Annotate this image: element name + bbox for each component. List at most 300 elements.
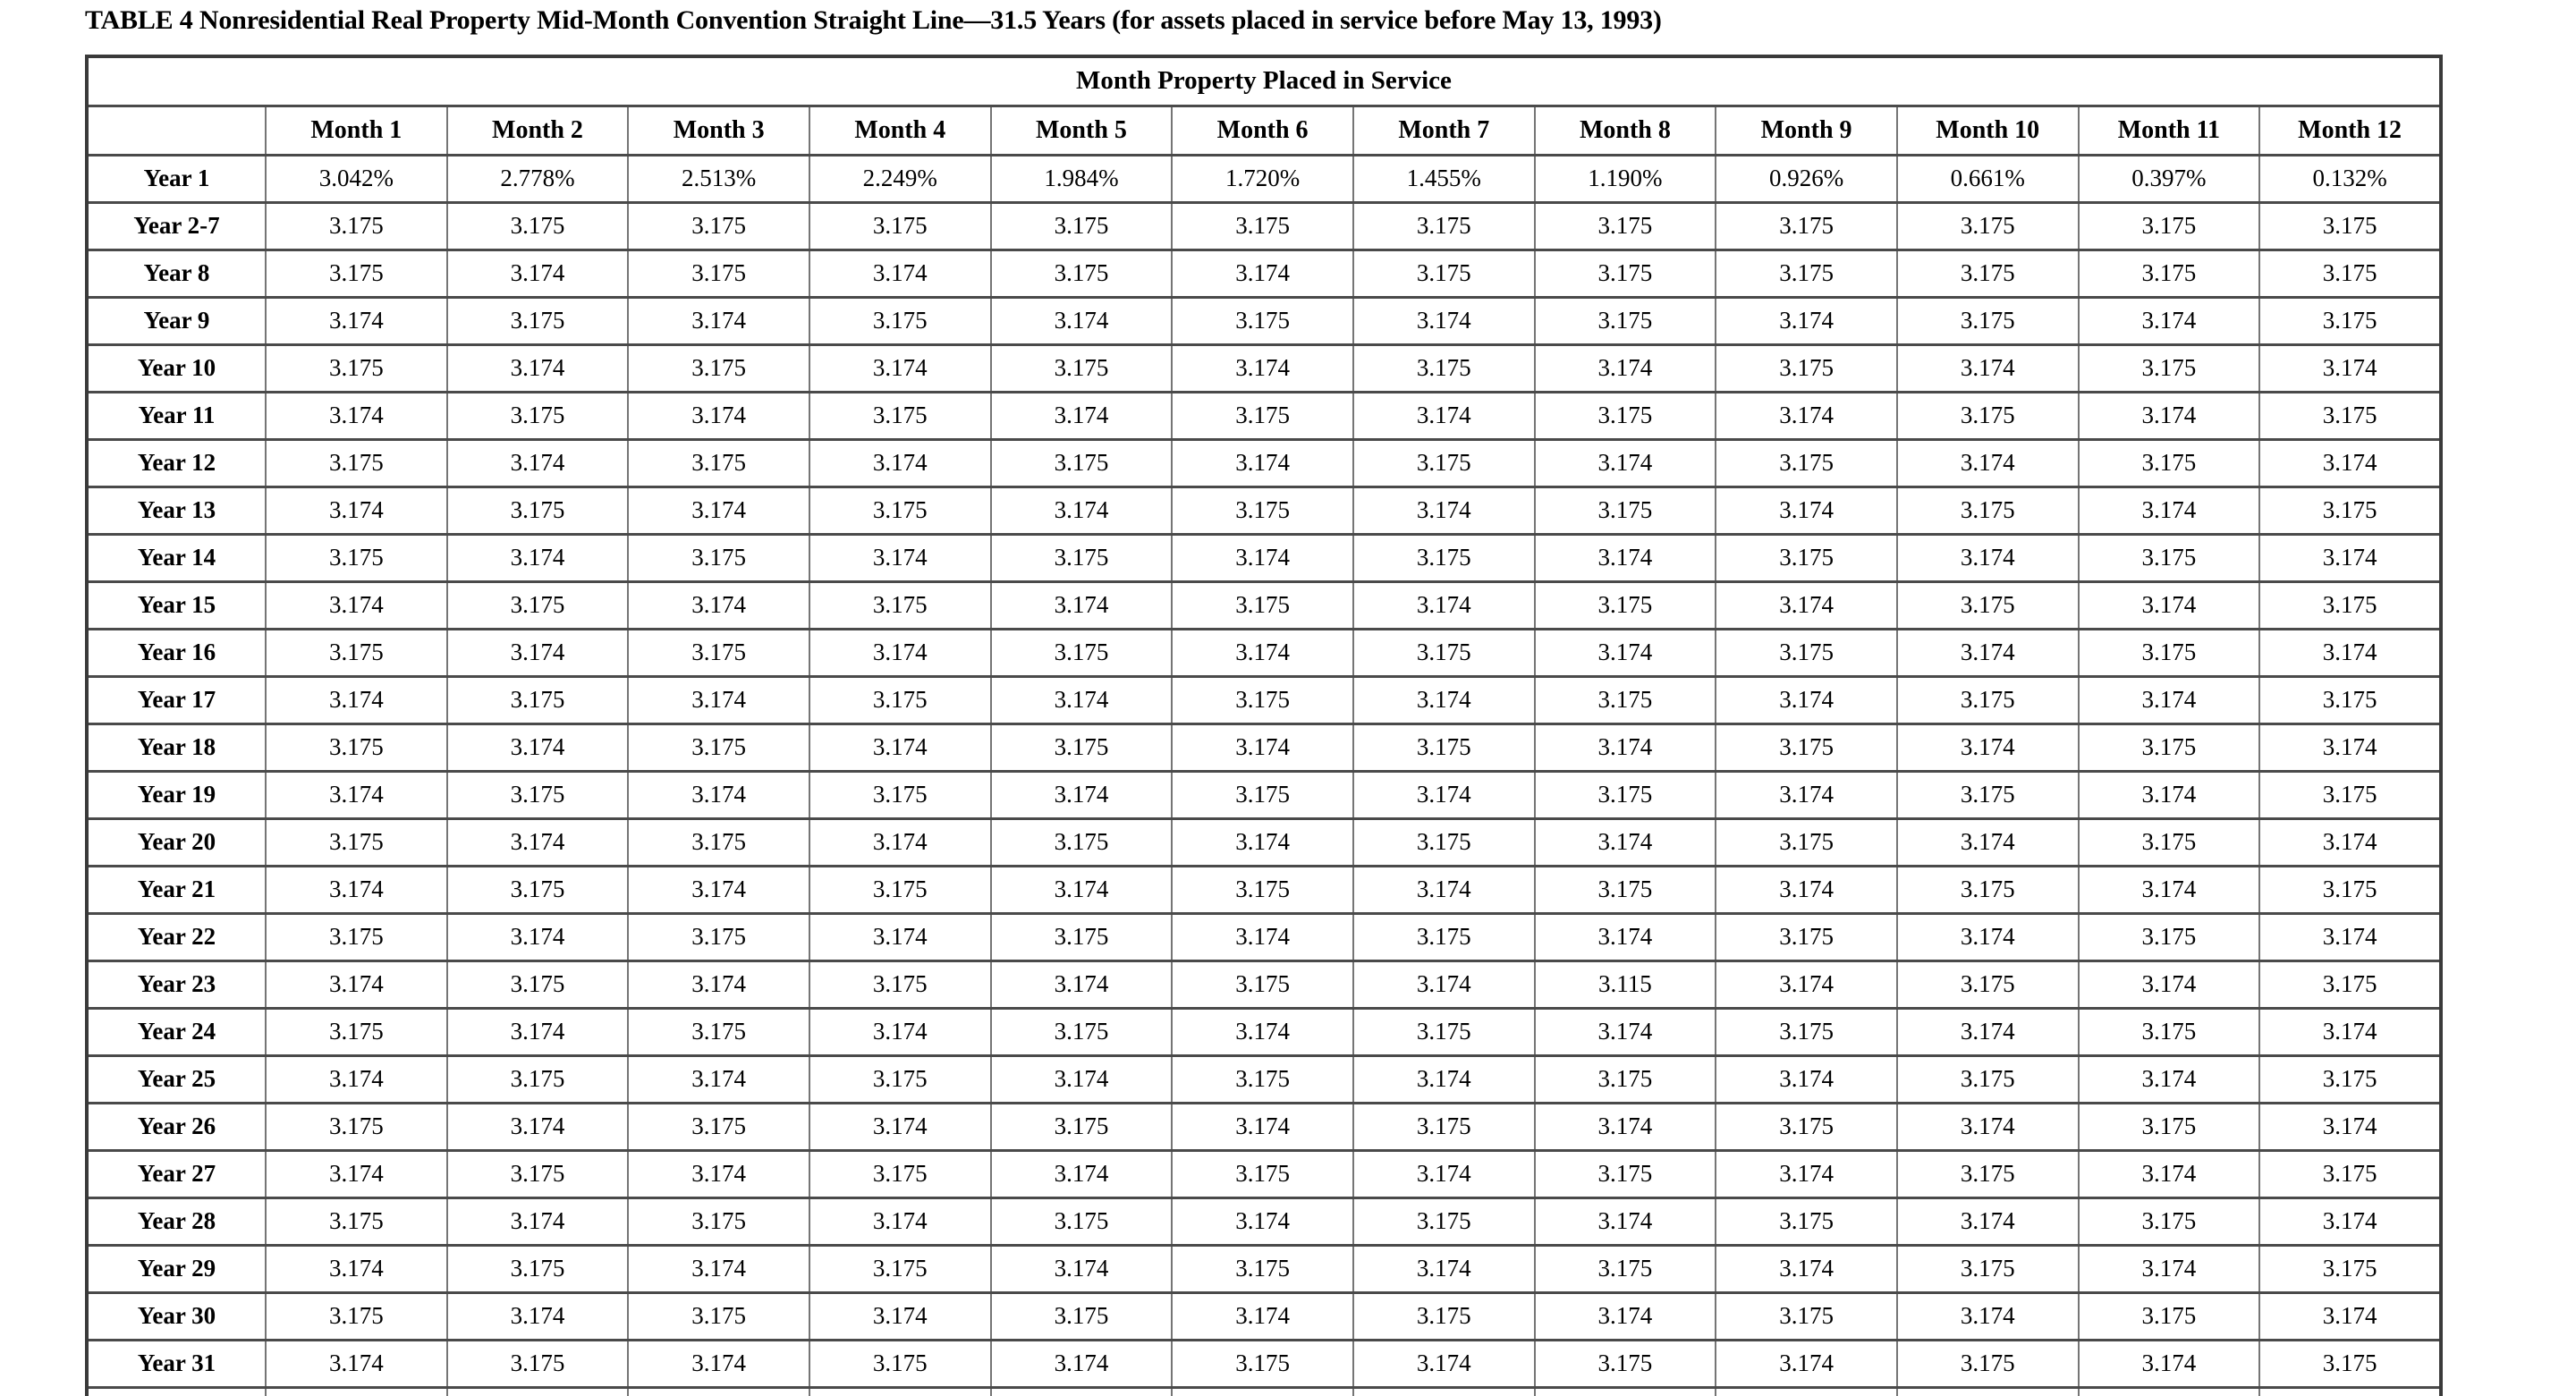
cell-value: 3.174 <box>447 1103 629 1150</box>
table-row <box>87 534 2441 581</box>
cell-value: 3.174 <box>991 297 1173 344</box>
cell-value: 3.175 <box>1353 818 1535 866</box>
cell-value: 3.175 <box>1716 1292 1897 1340</box>
column-header-month-12: Month 12 <box>2259 106 2441 155</box>
cell-value: 3.175 <box>991 1103 1173 1150</box>
cell-value: 3.174 <box>2079 581 2260 629</box>
cell-value: 3.174 <box>1535 1103 1716 1150</box>
cell-value: 3.175 <box>447 486 629 534</box>
cell-value: 3.175 <box>1897 960 2079 1008</box>
row-label: Year 2-7 <box>87 202 266 250</box>
cell-value: 3.175 <box>628 1008 809 1055</box>
cell-value: 3.174 <box>991 1245 1173 1292</box>
column-header-month-5: Month 5 <box>991 106 1173 155</box>
table-row <box>87 1245 2441 1292</box>
cell-value: 3.174 <box>266 960 447 1008</box>
cell-value: 3.174 <box>1172 1008 1353 1055</box>
cell-value: 3.175 <box>1172 1055 1353 1103</box>
cell-value: 3.174 <box>1535 439 1716 486</box>
column-header-month-4: Month 4 <box>809 106 991 155</box>
table-row <box>87 1008 2441 1055</box>
cell-value: 3.174 <box>1716 771 1897 818</box>
cell-value <box>1716 1387 1897 1396</box>
cell-value: 3.174 <box>1897 1292 2079 1340</box>
cell-value: 3.175 <box>1172 771 1353 818</box>
cell-value: 3.175 <box>628 439 809 486</box>
cell-value: 3.174 <box>2079 486 2260 534</box>
table-span-header: Month Property Placed in Service <box>87 56 2441 106</box>
cell-value: 3.174 <box>809 723 991 771</box>
cell-value: 3.175 <box>1716 913 1897 960</box>
cell-value: 3.174 <box>266 1245 447 1292</box>
row-label: Year 22 <box>87 913 266 960</box>
cell-value: 3.175 <box>266 913 447 960</box>
cell-value: 3.174 <box>1897 344 2079 392</box>
cell-value: 3.174 <box>1172 818 1353 866</box>
cell-value: 3.174 <box>447 818 629 866</box>
cell-value: 3.174 <box>1353 960 1535 1008</box>
cell-value <box>1172 1387 1353 1396</box>
cell-value: 3.174 <box>809 629 991 676</box>
cell-value: 3.175 <box>1716 344 1897 392</box>
cell-value: 3.174 <box>1172 1103 1353 1150</box>
cell-value: 3.174 <box>809 913 991 960</box>
cell-value <box>2079 1387 2260 1396</box>
cell-value: 3.175 <box>447 960 629 1008</box>
cell-value: 3.174 <box>628 581 809 629</box>
cell-value: 3.175 <box>1353 1103 1535 1150</box>
table-row <box>87 960 2441 1008</box>
cell-value: 3.174 <box>266 771 447 818</box>
cell-value: 3.174 <box>1897 1103 2079 1150</box>
cell-value: 3.175 <box>991 344 1173 392</box>
cell-value: 3.174 <box>628 1340 809 1387</box>
table-row <box>87 439 2441 486</box>
cell-value: 0.926% <box>1716 155 1897 202</box>
cell-value: 3.174 <box>1716 960 1897 1008</box>
table-row <box>87 581 2441 629</box>
cell-value: 3.175 <box>266 723 447 771</box>
cell-value: 3.175 <box>809 1055 991 1103</box>
cell-value: 3.175 <box>1897 1245 2079 1292</box>
cell-value: 3.175 <box>1716 818 1897 866</box>
cell-value: 3.175 <box>628 1292 809 1340</box>
row-label: Year 16 <box>87 629 266 676</box>
cell-value: 3.174 <box>2259 1103 2441 1150</box>
cell-value: 3.175 <box>1535 1340 1716 1387</box>
cell-value: 3.174 <box>991 1055 1173 1103</box>
cell-value: 3.175 <box>266 534 447 581</box>
cell-value: 0.397% <box>2079 155 2260 202</box>
cell-value: 3.175 <box>1353 439 1535 486</box>
cell-value: 3.175 <box>1897 392 2079 439</box>
cell-value: 3.174 <box>2079 866 2260 913</box>
cell-value <box>266 1387 447 1396</box>
cell-value: 3.174 <box>447 250 629 297</box>
table-row <box>87 202 2441 250</box>
cell-value: 3.175 <box>2259 297 2441 344</box>
cell-value: 3.174 <box>1172 913 1353 960</box>
cell-value: 3.174 <box>447 629 629 676</box>
cell-value: 3.174 <box>809 250 991 297</box>
cell-value: 3.174 <box>1353 1150 1535 1197</box>
cell-value: 3.175 <box>266 250 447 297</box>
cell-value: 3.175 <box>1716 1008 1897 1055</box>
cell-value: 3.174 <box>1172 1292 1353 1340</box>
cell-value: 3.174 <box>266 676 447 723</box>
cell-value: 3.174 <box>991 866 1173 913</box>
cell-value: 3.175 <box>1897 866 2079 913</box>
cell-value: 3.175 <box>1716 439 1897 486</box>
cell-value: 3.175 <box>1172 960 1353 1008</box>
table-row <box>87 297 2441 344</box>
cell-value: 3.175 <box>447 1150 629 1197</box>
cell-value: 3.175 <box>447 771 629 818</box>
cell-value: 3.174 <box>447 344 629 392</box>
table-row <box>87 1340 2441 1387</box>
cell-value: 3.175 <box>1716 534 1897 581</box>
cell-value: 3.174 <box>1172 723 1353 771</box>
cell-value <box>1353 1387 1535 1396</box>
cell-value: 3.174 <box>447 1008 629 1055</box>
cell-value: 3.175 <box>1897 771 2079 818</box>
cell-value: 3.174 <box>1716 866 1897 913</box>
cell-value: 3.175 <box>2259 1150 2441 1197</box>
cell-value: 3.175 <box>2079 818 2260 866</box>
column-header-month-7: Month 7 <box>1353 106 1535 155</box>
cell-value: 3.174 <box>2079 960 2260 1008</box>
cell-value: 3.174 <box>628 960 809 1008</box>
cell-value: 3.174 <box>1535 1197 1716 1245</box>
row-label: Year 21 <box>87 866 266 913</box>
table-row <box>87 486 2441 534</box>
cell-value: 3.175 <box>1172 676 1353 723</box>
cell-value: 3.174 <box>991 392 1173 439</box>
cell-value: 3.175 <box>1897 297 2079 344</box>
cell-value: 3.174 <box>2079 1150 2260 1197</box>
cell-value: 3.174 <box>991 676 1173 723</box>
row-label: Year 27 <box>87 1150 266 1197</box>
column-header-month-10: Month 10 <box>1897 106 2079 155</box>
cell-value: 3.175 <box>266 629 447 676</box>
cell-value: 3.175 <box>1172 581 1353 629</box>
cell-value: 3.175 <box>1172 297 1353 344</box>
cell-value: 3.175 <box>991 1292 1173 1340</box>
cell-value: 3.174 <box>447 1197 629 1245</box>
cell-value: 3.175 <box>991 250 1173 297</box>
cell-value: 3.175 <box>809 297 991 344</box>
cell-value: 3.175 <box>2079 1197 2260 1245</box>
cell-value: 3.174 <box>2259 723 2441 771</box>
cell-value: 3.175 <box>809 486 991 534</box>
cell-value: 3.175 <box>2079 1103 2260 1150</box>
table-row <box>87 913 2441 960</box>
cell-value: 3.175 <box>2259 1055 2441 1103</box>
cell-value: 3.174 <box>266 392 447 439</box>
row-label: Year 10 <box>87 344 266 392</box>
cell-value: 3.174 <box>1353 1245 1535 1292</box>
cell-value: 3.175 <box>991 1197 1173 1245</box>
cell-value: 3.174 <box>628 486 809 534</box>
cell-value: 3.175 <box>1353 250 1535 297</box>
cell-value: 3.174 <box>1716 1245 1897 1292</box>
cell-value: 3.175 <box>991 913 1173 960</box>
cell-value <box>809 1387 991 1396</box>
cell-value: 3.174 <box>1716 486 1897 534</box>
cell-value: 1.455% <box>1353 155 1535 202</box>
cell-value: 3.175 <box>447 392 629 439</box>
cell-value: 3.175 <box>266 439 447 486</box>
cell-value: 3.174 <box>1353 1340 1535 1387</box>
cell-value: 3.175 <box>2259 1340 2441 1387</box>
table-row <box>87 1055 2441 1103</box>
cell-value: 3.174 <box>1716 297 1897 344</box>
column-header-month-9: Month 9 <box>1716 106 1897 155</box>
cell-value: 3.175 <box>991 1008 1173 1055</box>
cell-value: 3.175 <box>1897 1340 2079 1387</box>
month-header-row <box>87 106 2441 155</box>
column-header-month-11: Month 11 <box>2079 106 2260 155</box>
cell-value: 3.175 <box>809 202 991 250</box>
partial-row <box>87 1387 2441 1396</box>
cell-value: 3.174 <box>991 486 1173 534</box>
cell-value <box>1897 1387 2079 1396</box>
row-label: Year 17 <box>87 676 266 723</box>
cell-value: 3.174 <box>1353 676 1535 723</box>
cell-value: 3.174 <box>2259 629 2441 676</box>
cell-value: 3.175 <box>2259 250 2441 297</box>
cell-value: 3.175 <box>1716 723 1897 771</box>
cell-value: 2.249% <box>809 155 991 202</box>
table-row <box>87 818 2441 866</box>
cell-value: 3.175 <box>1172 202 1353 250</box>
column-header-month-2: Month 2 <box>447 106 629 155</box>
column-header-month-6: Month 6 <box>1172 106 1353 155</box>
cell-value: 3.174 <box>2259 1008 2441 1055</box>
cell-value <box>991 1387 1173 1396</box>
cell-value: 3.174 <box>809 1008 991 1055</box>
row-label: Year 31 <box>87 1340 266 1387</box>
cell-value: 3.174 <box>991 960 1173 1008</box>
cell-value: 3.115 <box>1535 960 1716 1008</box>
cell-value: 3.175 <box>1897 581 2079 629</box>
cell-value: 3.175 <box>991 202 1173 250</box>
cell-value: 3.175 <box>1897 486 2079 534</box>
row-label: Year 19 <box>87 771 266 818</box>
cell-value: 3.175 <box>809 866 991 913</box>
column-header-month-8: Month 8 <box>1535 106 1716 155</box>
cell-value: 3.174 <box>1535 629 1716 676</box>
cell-value: 3.175 <box>2079 250 2260 297</box>
depreciation-table <box>85 55 2443 1396</box>
cell-value: 3.175 <box>2259 581 2441 629</box>
cell-value: 3.174 <box>1172 344 1353 392</box>
cell-value: 3.175 <box>628 629 809 676</box>
table-row <box>87 723 2441 771</box>
cell-value: 3.174 <box>1716 1340 1897 1387</box>
cell-value: 3.175 <box>1535 676 1716 723</box>
cell-value: 3.175 <box>447 297 629 344</box>
cell-value: 3.175 <box>2259 1245 2441 1292</box>
cell-value: 0.132% <box>2259 155 2441 202</box>
cell-value: 3.174 <box>809 818 991 866</box>
cell-value: 3.175 <box>1716 629 1897 676</box>
table-row <box>87 392 2441 439</box>
cell-value: 3.174 <box>2259 1292 2441 1340</box>
cell-value: 3.175 <box>266 1103 447 1150</box>
cell-value: 3.174 <box>1535 1008 1716 1055</box>
cell-value: 3.175 <box>2259 676 2441 723</box>
cell-value: 3.175 <box>1353 1008 1535 1055</box>
cell-value: 3.175 <box>2259 866 2441 913</box>
row-label: Year 1 <box>87 155 266 202</box>
cell-value: 3.174 <box>1535 913 1716 960</box>
row-label: Year 25 <box>87 1055 266 1103</box>
cell-value: 3.174 <box>809 534 991 581</box>
cell-value: 3.174 <box>628 866 809 913</box>
row-label: Year 20 <box>87 818 266 866</box>
cell-value: 3.174 <box>1897 1197 2079 1245</box>
cell-value: 3.174 <box>809 1103 991 1150</box>
cell-value: 3.175 <box>2079 1292 2260 1340</box>
cell-value: 3.174 <box>1353 392 1535 439</box>
cell-value: 3.175 <box>1716 202 1897 250</box>
cell-value: 3.175 <box>1353 1292 1535 1340</box>
cell-value: 3.174 <box>1535 344 1716 392</box>
cell-value: 3.174 <box>1716 1150 1897 1197</box>
cell-value: 3.175 <box>266 818 447 866</box>
row-label: Year 18 <box>87 723 266 771</box>
cell-value: 3.175 <box>628 723 809 771</box>
cell-value: 3.175 <box>2079 534 2260 581</box>
cell-value: 3.174 <box>1897 534 2079 581</box>
cell-value: 3.174 <box>1716 676 1897 723</box>
cell-value: 3.175 <box>2079 344 2260 392</box>
cell-value: 3.174 <box>809 344 991 392</box>
cell-value: 3.174 <box>1172 534 1353 581</box>
cell-value: 3.175 <box>1535 1055 1716 1103</box>
cell-value: 3.175 <box>1535 1150 1716 1197</box>
table-row <box>87 155 2441 202</box>
cell-value: 3.175 <box>628 913 809 960</box>
cell-value: 3.175 <box>809 392 991 439</box>
cell-value: 3.175 <box>1353 913 1535 960</box>
cell-value: 3.174 <box>1535 818 1716 866</box>
cell-value: 3.174 <box>447 439 629 486</box>
cell-value: 3.174 <box>2079 392 2260 439</box>
cell-value: 3.174 <box>1897 913 2079 960</box>
cell-value: 3.174 <box>1716 1055 1897 1103</box>
cell-value: 3.175 <box>2079 629 2260 676</box>
cell-value: 3.174 <box>1353 297 1535 344</box>
cell-value: 3.175 <box>809 960 991 1008</box>
cell-value <box>447 1387 629 1396</box>
cell-value: 3.175 <box>1535 866 1716 913</box>
cell-value: 3.174 <box>447 723 629 771</box>
cell-value: 3.175 <box>628 250 809 297</box>
cell-value: 3.175 <box>2079 1008 2260 1055</box>
cell-value: 3.174 <box>1535 1292 1716 1340</box>
cell-value: 3.174 <box>266 1055 447 1103</box>
cell-value: 3.174 <box>1172 629 1353 676</box>
cell-value: 3.174 <box>991 771 1173 818</box>
cell-value: 3.175 <box>1353 202 1535 250</box>
cell-value: 3.175 <box>1716 1103 1897 1150</box>
cell-value: 1.720% <box>1172 155 1353 202</box>
cell-value: 3.174 <box>628 1245 809 1292</box>
cell-value: 3.175 <box>809 676 991 723</box>
cell-value: 3.174 <box>266 1150 447 1197</box>
cell-value: 3.175 <box>1897 202 2079 250</box>
cell-value: 3.174 <box>1172 1197 1353 1245</box>
cell-value: 3.174 <box>1535 723 1716 771</box>
cell-value: 3.174 <box>1353 771 1535 818</box>
cell-value <box>2259 1387 2441 1396</box>
cell-value: 3.174 <box>1897 723 2079 771</box>
cell-value: 3.174 <box>266 486 447 534</box>
table-title: TABLE 4 Nonresidential Real Property Mid-Month Convention Straight Line—31.5 Years (for assets placed in service before May 13, 1993) <box>85 5 1662 35</box>
cell-value: 3.175 <box>991 818 1173 866</box>
cell-value: 3.175 <box>1535 771 1716 818</box>
row-label: Year 30 <box>87 1292 266 1340</box>
cell-value: 3.174 <box>1535 534 1716 581</box>
cell-value: 3.174 <box>2259 534 2441 581</box>
corner-cell <box>87 106 266 155</box>
cell-value: 3.174 <box>1353 486 1535 534</box>
cell-value: 3.174 <box>447 1292 629 1340</box>
cell-value: 3.174 <box>809 1197 991 1245</box>
cell-value: 3.174 <box>266 866 447 913</box>
row-label: Year 15 <box>87 581 266 629</box>
cell-value: 3.174 <box>1172 250 1353 297</box>
cell-value: 3.175 <box>1535 1245 1716 1292</box>
cell-value: 3.175 <box>628 534 809 581</box>
cell-value: 3.174 <box>2079 771 2260 818</box>
cell-value: 3.175 <box>2079 913 2260 960</box>
cell-value: 3.175 <box>991 723 1173 771</box>
cell-value: 3.174 <box>628 1055 809 1103</box>
cell-value: 3.174 <box>2079 297 2260 344</box>
cell-value: 3.175 <box>447 866 629 913</box>
cell-value: 3.175 <box>1535 392 1716 439</box>
cell-value: 3.175 <box>809 1340 991 1387</box>
cell-value: 3.174 <box>2259 818 2441 866</box>
cell-value: 3.174 <box>628 676 809 723</box>
cell-value: 3.175 <box>809 581 991 629</box>
cell-value: 3.175 <box>1535 297 1716 344</box>
table-row <box>87 1150 2441 1197</box>
column-header-month-3: Month 3 <box>628 106 809 155</box>
cell-value: 3.174 <box>1897 439 2079 486</box>
cell-value: 3.175 <box>266 1197 447 1245</box>
table-row <box>87 1197 2441 1245</box>
cell-value: 3.175 <box>628 202 809 250</box>
cell-value: 3.175 <box>1172 392 1353 439</box>
cell-value: 3.175 <box>1172 1340 1353 1387</box>
cell-value: 3.175 <box>628 1103 809 1150</box>
row-label: Year 28 <box>87 1197 266 1245</box>
cell-value: 3.174 <box>1897 629 2079 676</box>
cell-value: 3.175 <box>1353 723 1535 771</box>
cell-value: 3.175 <box>266 344 447 392</box>
table-row <box>87 344 2441 392</box>
span-header-row <box>87 56 2441 106</box>
cell-value: 3.174 <box>628 392 809 439</box>
row-label: Year 12 <box>87 439 266 486</box>
cell-value: 3.175 <box>1172 1245 1353 1292</box>
row-label: Year 9 <box>87 297 266 344</box>
cell-value: 3.175 <box>991 439 1173 486</box>
